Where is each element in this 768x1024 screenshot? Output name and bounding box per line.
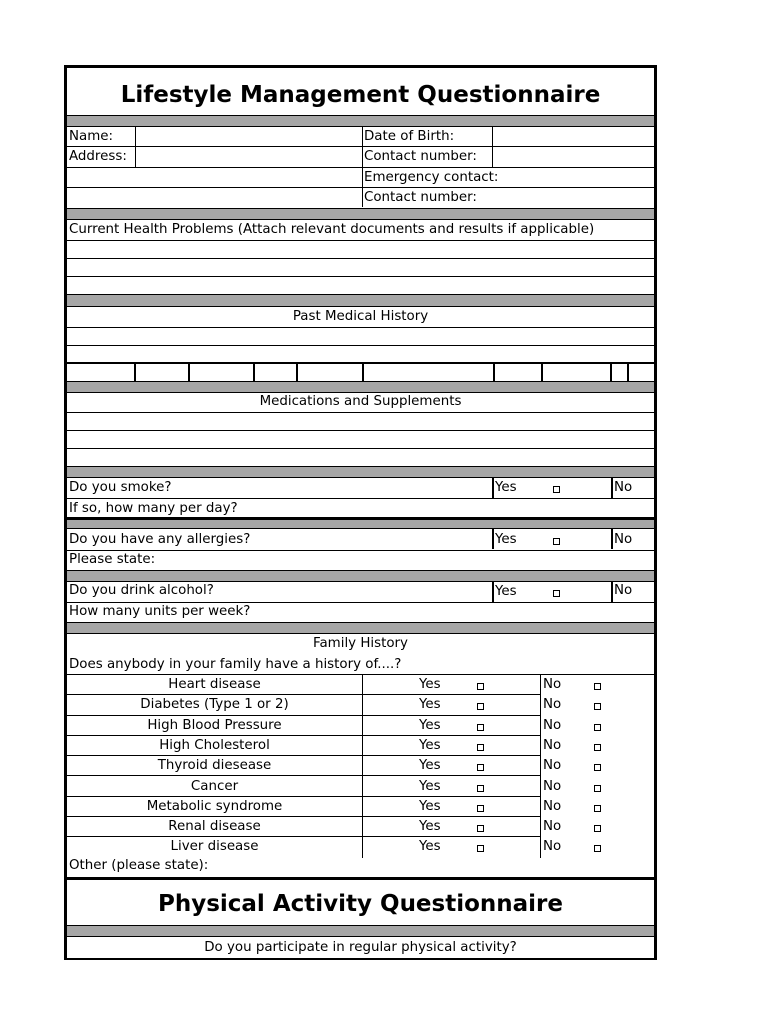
condition-name: High Cholesterol [159, 737, 270, 753]
emergency-contact-number-label: Contact number: [364, 190, 477, 205]
condition-no-checkbox[interactable] [594, 805, 601, 812]
allergy-question: Do you have any allergies? [69, 532, 251, 547]
condition-no-checkbox[interactable] [594, 785, 601, 792]
smoke-yes-checkbox[interactable] [553, 486, 560, 493]
section-divider [67, 115, 654, 127]
table-row [67, 756, 654, 776]
condition-yes-checkbox[interactable] [477, 845, 484, 852]
past-medical-history-heading: Past Medical History [292, 309, 429, 324]
name-field[interactable] [137, 127, 361, 146]
section-divider [67, 622, 654, 634]
dob-field[interactable] [494, 127, 652, 146]
condition-no-label: No [543, 737, 562, 753]
section-divider [67, 519, 654, 529]
section-divider [67, 925, 654, 937]
condition-no-checkbox[interactable] [594, 683, 601, 690]
dob-label: Date of Birth: [364, 129, 455, 144]
section-divider [67, 294, 654, 307]
allergy-follow-up: Please state: [69, 552, 156, 567]
family-history-heading: Family History [313, 636, 408, 651]
section-divider [67, 466, 654, 478]
health-problems-label: Current Health Problems (Attach relevant documents and results if applicable) [69, 222, 595, 237]
condition-no-checkbox[interactable] [594, 845, 601, 852]
section-divider [67, 570, 654, 582]
family-history-question: Does anybody in your family have a history of....? [69, 657, 402, 672]
health-problems-field[interactable] [67, 241, 654, 293]
table-row [67, 797, 654, 817]
condition-yes-checkbox[interactable] [477, 744, 484, 751]
condition-no-label: No [543, 697, 562, 713]
condition-yes-checkbox[interactable] [477, 785, 484, 792]
medications-heading: Medications and Supplements [259, 394, 462, 409]
emergency-contact-label: Emergency contact: [364, 170, 499, 185]
condition-name: High Blood Pressure [147, 717, 282, 733]
condition-name: Renal disease [168, 819, 261, 835]
form-title: Lifestyle Management Questionnaire [120, 82, 601, 108]
alcohol-yes-label: Yes [495, 584, 517, 599]
condition-name: Thyroid diesease [157, 758, 272, 774]
alcohol-follow-up: How many units per week? [69, 604, 251, 619]
condition-name: Metabolic syndrome [146, 798, 283, 814]
condition-yes-label: Yes [419, 677, 441, 692]
condition-no-label: No [543, 717, 562, 733]
address-field[interactable] [137, 147, 361, 206]
condition-yes-checkbox[interactable] [477, 825, 484, 832]
condition-no-checkbox[interactable] [594, 703, 601, 710]
smoke-question: Do you smoke? [69, 480, 172, 495]
condition-yes-label: Yes [419, 819, 441, 835]
table-row [67, 716, 654, 736]
condition-yes-label: Yes [419, 798, 441, 814]
condition-yes-label: Yes [419, 697, 441, 713]
table-row [67, 817, 654, 837]
smoke-no-label: No [614, 480, 633, 495]
medications-field[interactable] [67, 413, 654, 465]
condition-no-checkbox[interactable] [594, 744, 601, 751]
condition-no-checkbox[interactable] [594, 724, 601, 731]
allergy-no-label: No [614, 532, 633, 547]
allergy-yes-checkbox[interactable] [553, 538, 560, 545]
section-divider [67, 381, 654, 393]
condition-yes-label: Yes [419, 758, 441, 774]
condition-yes-label: Yes [419, 717, 441, 733]
table-row [67, 837, 654, 857]
condition-yes-checkbox[interactable] [477, 703, 484, 710]
physical-activity-title: Physical Activity Questionnaire [157, 891, 563, 917]
condition-yes-checkbox[interactable] [477, 724, 484, 731]
condition-name: Liver disease [170, 839, 259, 855]
table-row [67, 777, 654, 797]
past-medical-history-field[interactable] [67, 328, 654, 380]
condition-no-checkbox[interactable] [594, 825, 601, 832]
condition-no-label: No [543, 758, 562, 774]
alcohol-question: Do you drink alcohol? [69, 583, 214, 598]
condition-yes-checkbox[interactable] [477, 683, 484, 690]
address-label: Address: [69, 149, 127, 164]
alcohol-yes-checkbox[interactable] [553, 590, 560, 597]
condition-yes-checkbox[interactable] [477, 764, 484, 771]
condition-no-label: No [543, 798, 562, 814]
alcohol-no-label: No [614, 583, 633, 598]
other-condition-label: Other (please state): [69, 858, 209, 873]
condition-name: Diabetes (Type 1 or 2) [140, 697, 289, 713]
condition-yes-label: Yes [419, 737, 441, 753]
condition-no-checkbox[interactable] [594, 764, 601, 771]
condition-no-label: No [543, 778, 562, 794]
name-label: Name: [69, 129, 114, 144]
table-row [67, 675, 654, 695]
condition-name: Heart disease [168, 677, 261, 692]
table-row [67, 736, 654, 756]
contact-number-field[interactable] [494, 147, 652, 166]
condition-no-label: No [543, 819, 562, 835]
smoke-yes-label: Yes [495, 480, 517, 495]
section-divider [67, 208, 654, 220]
questionnaire-form [64, 65, 657, 960]
condition-yes-label: Yes [419, 778, 441, 794]
condition-yes-checkbox[interactable] [477, 805, 484, 812]
contact-number-label: Contact number: [364, 149, 477, 164]
table-row [67, 695, 654, 715]
smoke-follow-up: If so, how many per day? [69, 501, 238, 516]
condition-no-label: No [543, 677, 562, 692]
allergy-yes-label: Yes [495, 532, 517, 547]
condition-name: Cancer [190, 778, 239, 794]
condition-no-label: No [543, 839, 562, 855]
physical-activity-question: Do you participate in regular physical activity? [204, 940, 517, 955]
condition-yes-label: Yes [419, 839, 441, 855]
